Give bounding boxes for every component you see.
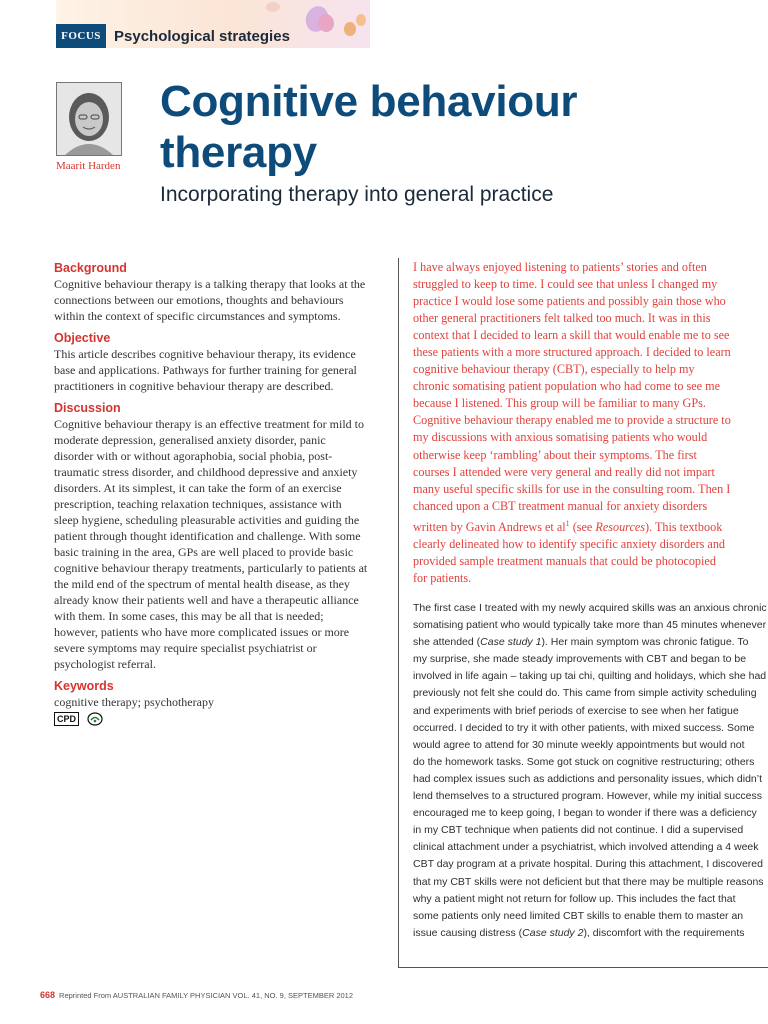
page-number: 668 [40,990,56,1000]
intro-paragraph: I have always enjoyed listening to patients’ stories and often struggled to keep to time. I could see that unless I changed my practice I would lose some patients and possibly gain those who other general practitioners felt talked too much. It was in this context that I decided to learn a skill that would enable me to see these patients with a more structured approach. I decided to learn cognitive behaviour therapy (CBT), especially to help my chronic somatising patient population who had come to see me because I listened. This group will be familiar to many GPs. Cognitive behaviour therapy enabled me to provide a structure to my discussions with anxious somatising patients who would otherwise keep ‘rambling’ about their symptoms. The first courses I attended were very general and really did not impart many useful specific skills for use in the consulting room. Then I chanced upon a CBT treatment manual for anxiety disorders written by Gavin Andrews et $al^1$ (see Resources). This textbook clearly delineated how to identify specific anxiety disorders and provided sample treatment manuals that could be photocopied for patients. [413,260,731,585]
journal-citation: Reprinted From AUSTRALIAN FAMILY PHYSICIAN VOL. 41, NO. 9, SEPTEMBER 2012 [59,991,354,1000]
page-footer [40,990,353,1000]
qi-badge-icon [87,712,103,726]
text-line: would agree to attend for 30 minute weekly appointments but would not [413,738,745,751]
author-portrait-image [57,83,121,155]
column-divider [398,258,399,968]
keywords-text: cognitive therapy; psychotherapy [54,695,214,709]
focus-tag: FOCUS [56,24,106,48]
text-line: lend themselves to a structured program. However, while my initial success [413,790,762,803]
text-line: and experiments with brief periods of exercise to see when her fatigue [413,704,739,717]
reference-superscript: 1 [565,518,570,528]
article-title-line-1: Cognitive behaviour [160,77,578,126]
text-line: she attended (Case study 1). Her main symptom was chronic fatigue. To [413,636,749,649]
background-heading: Background [54,261,127,275]
section-title: Psychological strategies [114,28,290,45]
text-line: occurred. I decided to try it with other patients, with mixed success. Some [413,721,755,734]
text-line: had complex issues such as addictions and personality issues, which didn’t [413,772,763,785]
text-line: previously not felt she could do. This came from simple activity scheduling [413,687,757,700]
objective-heading: Objective [54,331,111,345]
text-line: CBT day program at a private hospital. During this attachment, I discovered [413,858,763,871]
case-study-2-reference: Case study 2 [522,926,584,939]
text-line: involved in life again – taking up tai chi, quilting and holidays, which she had [413,670,767,683]
decorative-flower [266,2,280,12]
abstract [54,260,368,726]
text-line: issue causing distress (Case study 2), discomfort with the requirements [413,926,745,939]
text-line: encouraged me to keep going, I began to wonder if there was a deficiency [413,807,757,820]
section-header-band [56,0,370,48]
text-line: my surprise, she made steady improvements with CBT and began to be [413,653,747,666]
resources-reference: Resources [595,519,646,534]
text-line: why a patient might not return for follow up. This includes the fact that [413,892,736,905]
text-line: The first case I treated with my newly acquired skills was an anxious chronic [413,602,767,614]
author-name: Maarit Harden [56,160,121,172]
article-title-line-2: therapy [160,128,317,177]
bottom-rule [398,967,768,968]
article-subtitle: Incorporating therapy into general practice [160,183,554,206]
text-line: do the homework tasks. Some got stuck on cognitive restructuring; others [413,755,755,768]
discussion-text: Cognitive behaviour therapy is an effective treatment for mild to moderate depression, generalised anxiety disorder, panic disorder with or without agoraphobia, social phobia, post-traumatic stress disorder, and childhood depressive and anxiety disorders. At its simplest, it can take the form of an exercise prescription, teaching relaxation techniques, assistance with sleep hygiene, scheduling pleasurable activities and guiding the patient through thought identification and challenge. With some basic training in the area, GPs are well placed to provide basic cognitive behaviour therapy treatments, particularly to patients at the mild end of the spectrum of mental health disease, as they already know their patients well and have a therapeutic alliance with them. In some cases, this may be all that is needed; however, patients who have more complicated issues or more severe symptoms may require specialist psychiatrist or psychologist referral. [54,417,368,671]
case-study-1-reference: Case study 1 [480,636,542,649]
text-line: in my CBT technique when patients did not continue. I did a supervised [413,824,744,837]
text-line: some patients only need limited CBT skills to enable them to master an [413,909,744,922]
objective-text: This article describes cognitive behaviour therapy, its evidence base and applications. Pathways for further training for general practitioners in cognitive behaviour therapy are described. [54,347,357,393]
discussion-heading: Discussion [54,401,121,415]
background-text: Cognitive behaviour therapy is a talking therapy that looks at the connections between our emotions, thoughts and behaviours within the context of specific circumstances and symptoms. [54,277,366,323]
decorative-flower [344,22,356,36]
cpd-icons [54,712,368,726]
body-paragraph [413,600,767,942]
keywords-heading: Keywords [54,679,114,693]
cpd-icon: CPD [54,712,79,726]
text-line: that my CBT skills were not deficient but that there may be multiple reasons [413,875,764,888]
text-line: clinical attachment under a psychiatrist, which involved attending a 4 week [413,841,759,854]
author-photo [56,82,122,156]
decorative-flower [356,14,366,26]
text-line: somatising patient who would typically take more than 45 minutes whenever [413,619,767,632]
article-title [160,76,720,178]
